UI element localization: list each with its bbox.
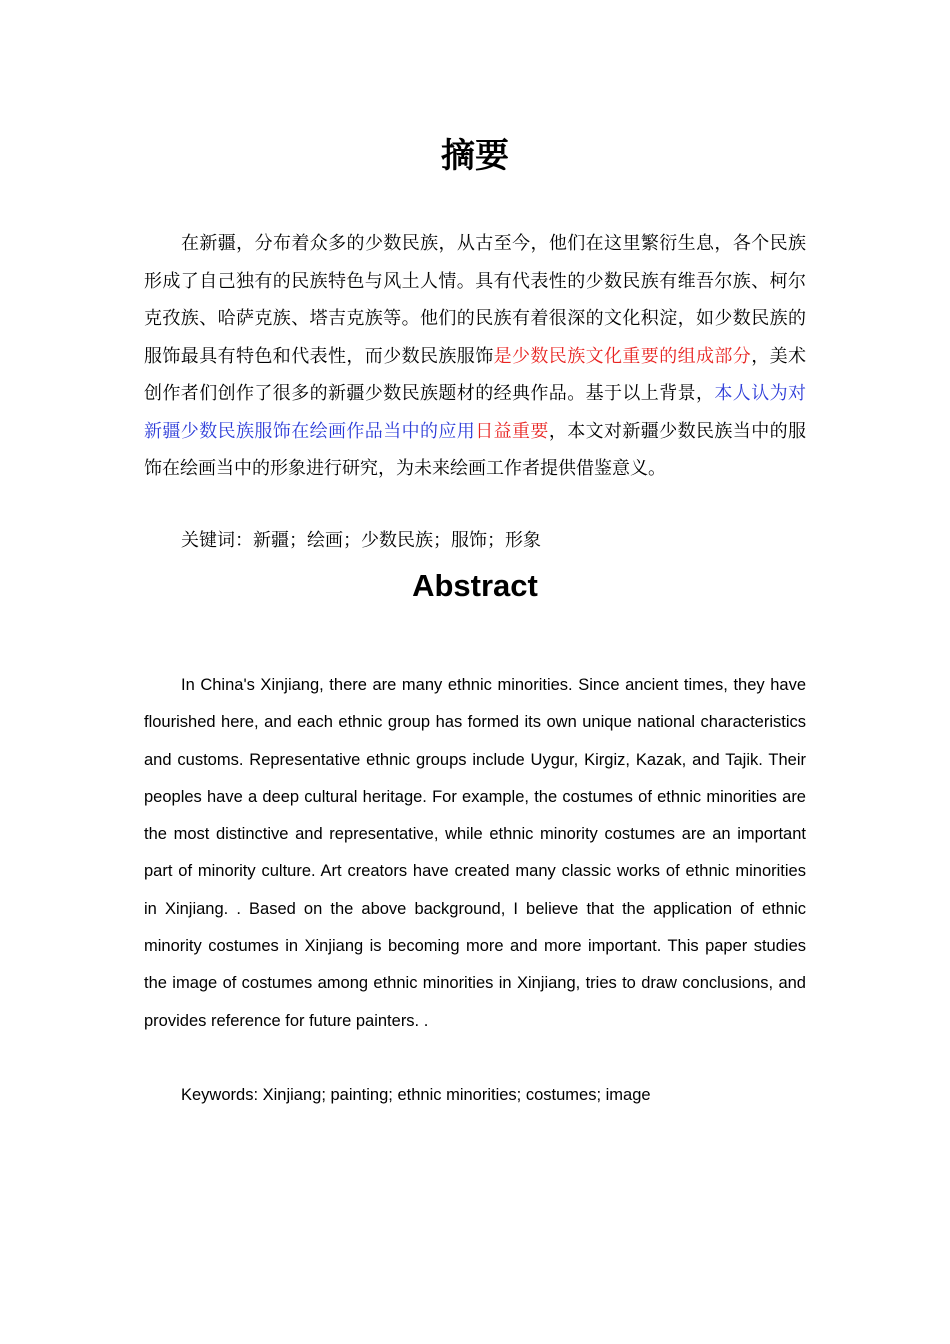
english-keywords: Keywords: Xinjiang; painting; ethnic minorities; costumes; image: [181, 1086, 651, 1104]
chinese-keywords: 关键词：新疆；绘画；少数民族；服饰；形象: [181, 530, 541, 551]
red-highlighted-text: 是少数民族文化重要的组成部分: [493, 345, 752, 367]
english-abstract-title: Abstract: [412, 568, 538, 603]
chinese-abstract-body: [144, 225, 806, 488]
abstract-text-segment: ，本文对新疆少数民族当中的服饰在绘画当中的形象进行研究，为未来绘画工作者提供借鉴意义。: [144, 420, 807, 479]
abstract-text-segment: ，美术创作者们创作了很多的新疆少数民族题材的经典作品。基于以上背景，: [144, 345, 807, 404]
red-highlighted-text: 日益重要: [475, 420, 549, 442]
blue-highlighted-text: 本人认为对新疆少数民族服饰在绘画作品当中的应用: [144, 383, 807, 442]
english-abstract-body: In China's Xinjiang, there are many ethnic minorities. Since ancient times, they have flourished here, and each ethnic group has formed its own unique national characteristics and customs. Representative ethnic groups include Uygur, Kirgiz, Kazak, and Tajik. Their peoples have a deep cultural heritage. For example, the costumes of ethnic minorities are the most distinctive and representative, while ethnic minority costumes are an important part of minority culture. Art creators have created many classic works of ethnic minorities in Xinjiang. . Based on the above background, I believe that the application of ethnic minority costumes in Xinjiang is becoming more and more important. This paper studies the image of costumes among ethnic minorities in Xinjiang, tries to draw conclusions, and provides reference for future painters. .: [144, 676, 806, 1030]
chinese-abstract-title: 摘要: [441, 136, 509, 176]
abstract-text-segment: 在新疆，分布着众多的少数民族，从古至今，他们在这里繁衍生息，各个民族形成了自己独有的民族特色与风土人情。具有代表性的少数民族有维吾尔族、柯尔克孜族、哈萨克族、塔吉克族等。他们的民族有着很深的文化积淀，如少数民族的服饰最具有特色和代表性，而少数民族服饰: [144, 233, 806, 367]
